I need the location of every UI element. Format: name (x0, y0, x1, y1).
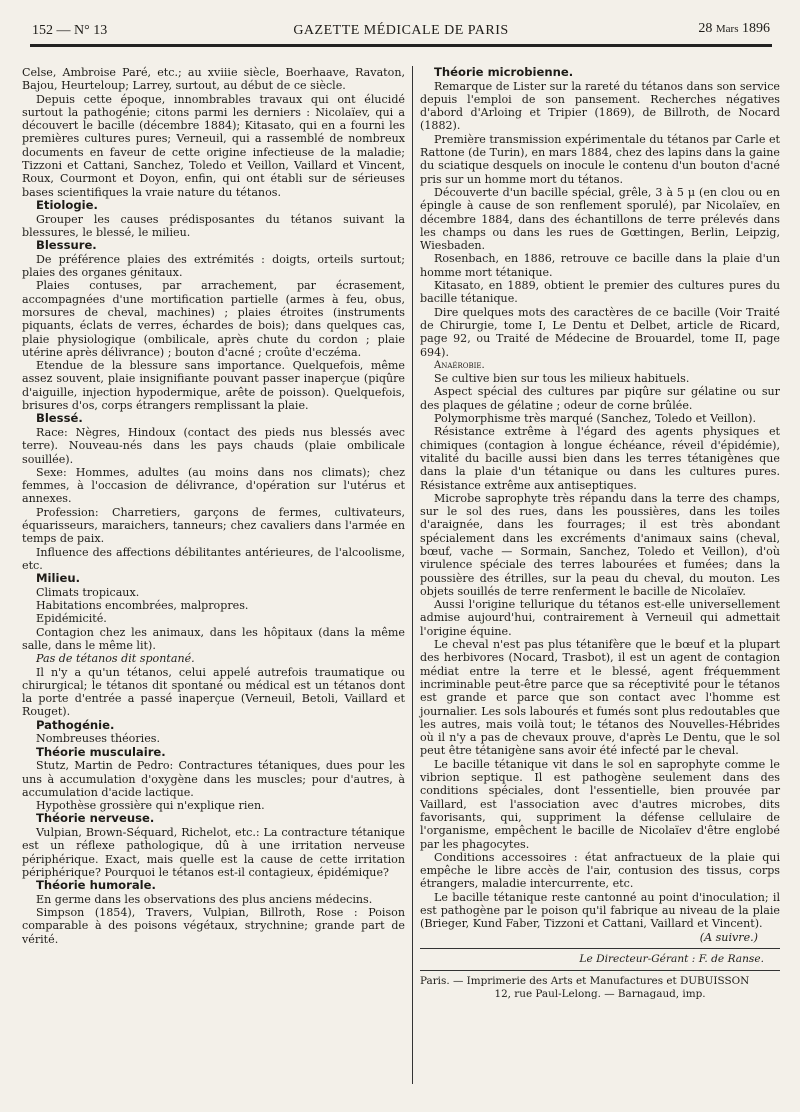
continued-note: (A suivre.) (699, 930, 758, 944)
imprint-line: Paris. — Imprimerie des Arts et Manufactures et DUBUISSON (420, 975, 750, 988)
paragraph: Depuis cette époque, innombrables travaux qui ont élucidé surtout la pathogénie; citons parmi les derniers : Nicolaïev, qui a découvert le bacille (décembre 1884); Kitasato, qui en a fourni les premières cultures pures; Verneuil, qui a rassemblé de nombreux documents en faveur de cette origine infectieuse de la maladie; Tizzoni et Cattani, Sanchez, Toledo et Veillon, Vaillard et Vincent, Roux, Courmont et Doyon, enfin, qui ont établi sur de sérieuses bases scientifiques la vraie nature du tétanos. (22, 92, 405, 199)
journal-title: GAZETTE MÉDICALE DE PARIS (293, 23, 509, 38)
paragraph: Microbe saprophyte très répandu dans la terre des champs, sur le sol des rues, dans les poussières, dans les toiles d'araignée, dans les fourrages; il est très abondant spécialement dans les excréments d'animaux sains (cheval, bœuf, vache — Sormain, Sanchez, Toledo et Veillon), d'où virulence spéciale des terres labourées et fumées; dans la poussière des étrilles, sur la peau du cheval, du mouton. Les objets souillés de terre renferment le bacille de Nicolaïev. (420, 491, 780, 598)
paragraph: Conditions accessoires : état anfractueux de la plaie qui empêche le libre accès de l'air, contusion des tissus, corps étrangers, maladie intercurrente, etc. (420, 850, 780, 891)
paragraph: Le bacille tétanique reste cantonné au point d'inoculation; il est pathogène par le poison qu'il fabrique au niveau de la plaie (Brieger, Kund Faber, Tizzoni et Cattani, Vaillard et Vincent). (420, 890, 780, 931)
paragraph: Se cultive bien sur tous les milieux habituels. (434, 372, 690, 386)
paragraph: Vulpian, Brown-Séquard, Richelot, etc.: La contracture tétanique est un réflexe pathologique, dû à une irritation nerveuse périphérique. Exact, mais quelle est la cause de cette irritation périphérique? Pourquoi le tétanos est-il contagieux, épidémique? (22, 826, 405, 879)
column-divider (412, 66, 413, 1084)
footer-rule (420, 948, 780, 949)
page-header (32, 22, 770, 44)
paragraph: Première transmission expérimentale du tétanos par Carle et Rattone (de Turin), en mars 1884, chez des lapins dans la gaine du sciatique desquels on inocule le contenu d'un bouton d'acné pris sur un homme mort du tétanos. (420, 132, 780, 186)
left-column (22, 66, 405, 946)
section-heading: Pathogénie. (36, 717, 115, 732)
paragraph: Grouper les causes prédisposantes du tétanos suivant la blessures, le blessé, le milieu. (22, 212, 405, 239)
section-heading: Théorie musculaire. (36, 744, 166, 759)
date-day: 28 (698, 21, 713, 36)
paragraph: Découverte d'un bacille spécial, grêle, 3 à 5 μ (en clou ou en épingle à cause de son renflement sporulé), par Nicolaïev, en décembre 1884, dans des échantillons de terre prélevés dans les champs ou dans les rues de Gœttingen, Berlin, Leipzig, Wiesbaden. (420, 185, 780, 253)
right-column (420, 66, 780, 1000)
paragraph: Influence des affections débilitantes antérieures, de l'alcoolisme, etc. (22, 545, 405, 572)
section-heading: Blessé. (36, 411, 83, 426)
paragraph: En germe dans les observations des plus anciens médecins. (36, 892, 373, 906)
paragraph: Sexe: Hommes, adultes (au moins dans nos climats); chez femmes, à l'occasion de délivrance, d'opération sur l'utérus et annexes. (22, 465, 405, 506)
issue-date (698, 22, 770, 36)
section-heading: Milieu. (36, 571, 80, 586)
header-rule (30, 44, 772, 47)
paragraph: Résistance extrême à l'égard des agents physiques et chimiques (contagion à longue échéance, réveil d'épidémie), vitalité du bacille aussi bien dans les terres tétanigènes que dans la plaie d'un tétanique ou dans les cultures pures. Résistance extrême aux antiseptiques. (420, 425, 780, 492)
section-heading: Théorie microbienne. (434, 65, 574, 79)
paragraph: Race: Nègres, Hindoux (contact des pieds nus blessés avec terre). Nouveau-nés dans les pays chauds (plaie ombilicale souillée). (22, 425, 405, 466)
page-number: 152 — N° 13 (32, 23, 108, 38)
paragraph: Plaies contuses, par arrachement, par écrasement, accompagnées d'une mortification partielle (armes à feu, obus, morsures de cheval, machines) ; plaies étroites (instruments piquants, éclats de verres, échardes de bois); dans quelques cas, plaie physiologique (ombilicale, après chute du cordon ; plaie utérine après délivrance) ; bouton d'acné ; croûte d'eczéma. (22, 279, 405, 359)
date-year: 1896 (742, 21, 770, 36)
paragraph: Stutz, Martin de Pedro: Contractures tétaniques, dues pour les uns à accumulation d'oxygène dans les muscles; pour d'autres, à accumulation d'acide lactique. (22, 759, 405, 799)
paragraph: Habitations encombrées, malpropres. (36, 599, 249, 613)
section-heading: Anaérobie. (434, 359, 485, 371)
paragraph: Le cheval n'est pas plus tétanifère que le bœuf et la plupart des herbivores (Nocard, Trasbot), il est un agent de contagion médiat entre la terre et le blessé, agent fréquemment incriminable peut-être parce que sa réceptivité pour le tétanos est grande et parce que son contact avec l'homme est journalier. Les sols labourés et fumés sont plus redoutables que les autres, mais voilà tout; le tétanos des Nouvelles-Hébrides où il n'y a pas de chevaux prouve, d'après Le Dentu, que le sol peut être tétanigène sans avoir été infecté par le cheval. (420, 638, 780, 758)
director-signature: Le Directeur-Gérant : F. de Ranse. (579, 952, 764, 965)
section-heading: Blessure. (36, 238, 97, 253)
section-heading: Théorie nerveuse. (36, 811, 155, 826)
paragraph: Hypothèse grossière qui n'explique rien. (36, 799, 265, 813)
paragraph: Celse, Ambroise Paré, etc.; au xviiie siècle, Boerhaave, Ravaton, Bajou, Heurteloup; Larrey, surtout, au début de ce siècle. (22, 66, 405, 93)
paragraph: Profession: Charretiers, garçons de fermes, cultivateurs, équarisseurs, maraichers, tanneurs; chez cavaliers dans l'armée en temps de paix. (22, 505, 405, 546)
paragraph: Contagion chez les animaux, dans les hôpitaux (dans la même salle, dans le même lit). (22, 625, 405, 652)
footer-rule (420, 970, 780, 971)
date-month: Mars (715, 23, 739, 35)
paragraph: Rosenbach, en 1886, retrouve ce bacille dans la plaie d'un homme mort tétanique. (420, 252, 780, 279)
paragraph: Aspect spécial des cultures par piqûre sur gélatine ou sur des plaques de gélatine ; odeur de corne brûlée. (420, 385, 780, 412)
paragraph: De préférence plaies des extrémités : doigts, orteils surtout; plaies des organes génitaux. (22, 252, 405, 280)
imprint-address: 12, rue Paul-Lelong. — Barnagaud, imp. (494, 987, 706, 1000)
section-heading: Théorie humorale. (36, 878, 156, 893)
paragraph: Kitasato, en 1889, obtient le premier des cultures pures du bacille tétanique. (420, 279, 780, 306)
paragraph: Simpson (1854), Travers, Vulpian, Billroth, Rose : Poison comparable à des poisons végétaux, strychnine; grande part de vérité. (22, 906, 405, 946)
paragraph: Polymorphisme très marqué (Sanchez, Toledo et Veillon). (434, 412, 757, 426)
section-heading: Etiologie. (36, 197, 98, 212)
paragraph: Epidémicité. (36, 612, 107, 626)
paragraph: Le bacille tétanique vit dans le sol en saprophyte comme le vibrion septique. Il est pathogène seulement dans des conditions spéciales, dont l'essentielle, bien prouvée par Vaillard, est l'association avec d'autres microbes, dits favorisants, qui, suppriment la défense cellulaire de l'organisme, empêchent le bacille de Nicolaïev d'être englobé par les phagocytes. (420, 757, 780, 851)
section-heading: Pas de tétanos dit spontané. (36, 652, 195, 666)
paragraph: Nombreuses théories. (36, 732, 160, 746)
paragraph: Remarque de Lister sur la rareté du tétanos dans son service depuis l'emploi de son pansement. Recherches négatives d'abord d'Arloing et Tripier (1869), de Billroth, de Nocard (1882). (420, 79, 780, 133)
paragraph: Il n'y a qu'un tétanos, celui appelé autrefois traumatique ou chirurgical; le tétanos dit spontané ou médical est un tétanos dont la porte d'entrée a passé inaperçue (Verneuil, Betoli, Vaillard et Rouget). (22, 665, 405, 719)
paragraph: Climats tropicaux. (36, 585, 140, 599)
paragraph: Aussi l'origine tellurique du tétanos est-elle universellement admise aujourd'hui, contrairement à Verneuil qui admettait l'origine équine. (420, 598, 780, 638)
paragraph: Dire quelques mots des caractères de ce bacille (Voir Traité de Chirurgie, tome I, Le Dentu et Delbet, article de Ricard, page 92, ou Traité de Médecine de Brouardel, tome II, page 694). (420, 305, 780, 359)
paragraph: Etendue de la blessure sans importance. Quelquefois, même assez souvent, plaie insignifiante pouvant passer inaperçue (piqûre d'aiguille, injection hypodermique, arête de poisson). Quelquefois, brisures d'os, corps étrangers remplissant la plaie. (22, 359, 405, 413)
